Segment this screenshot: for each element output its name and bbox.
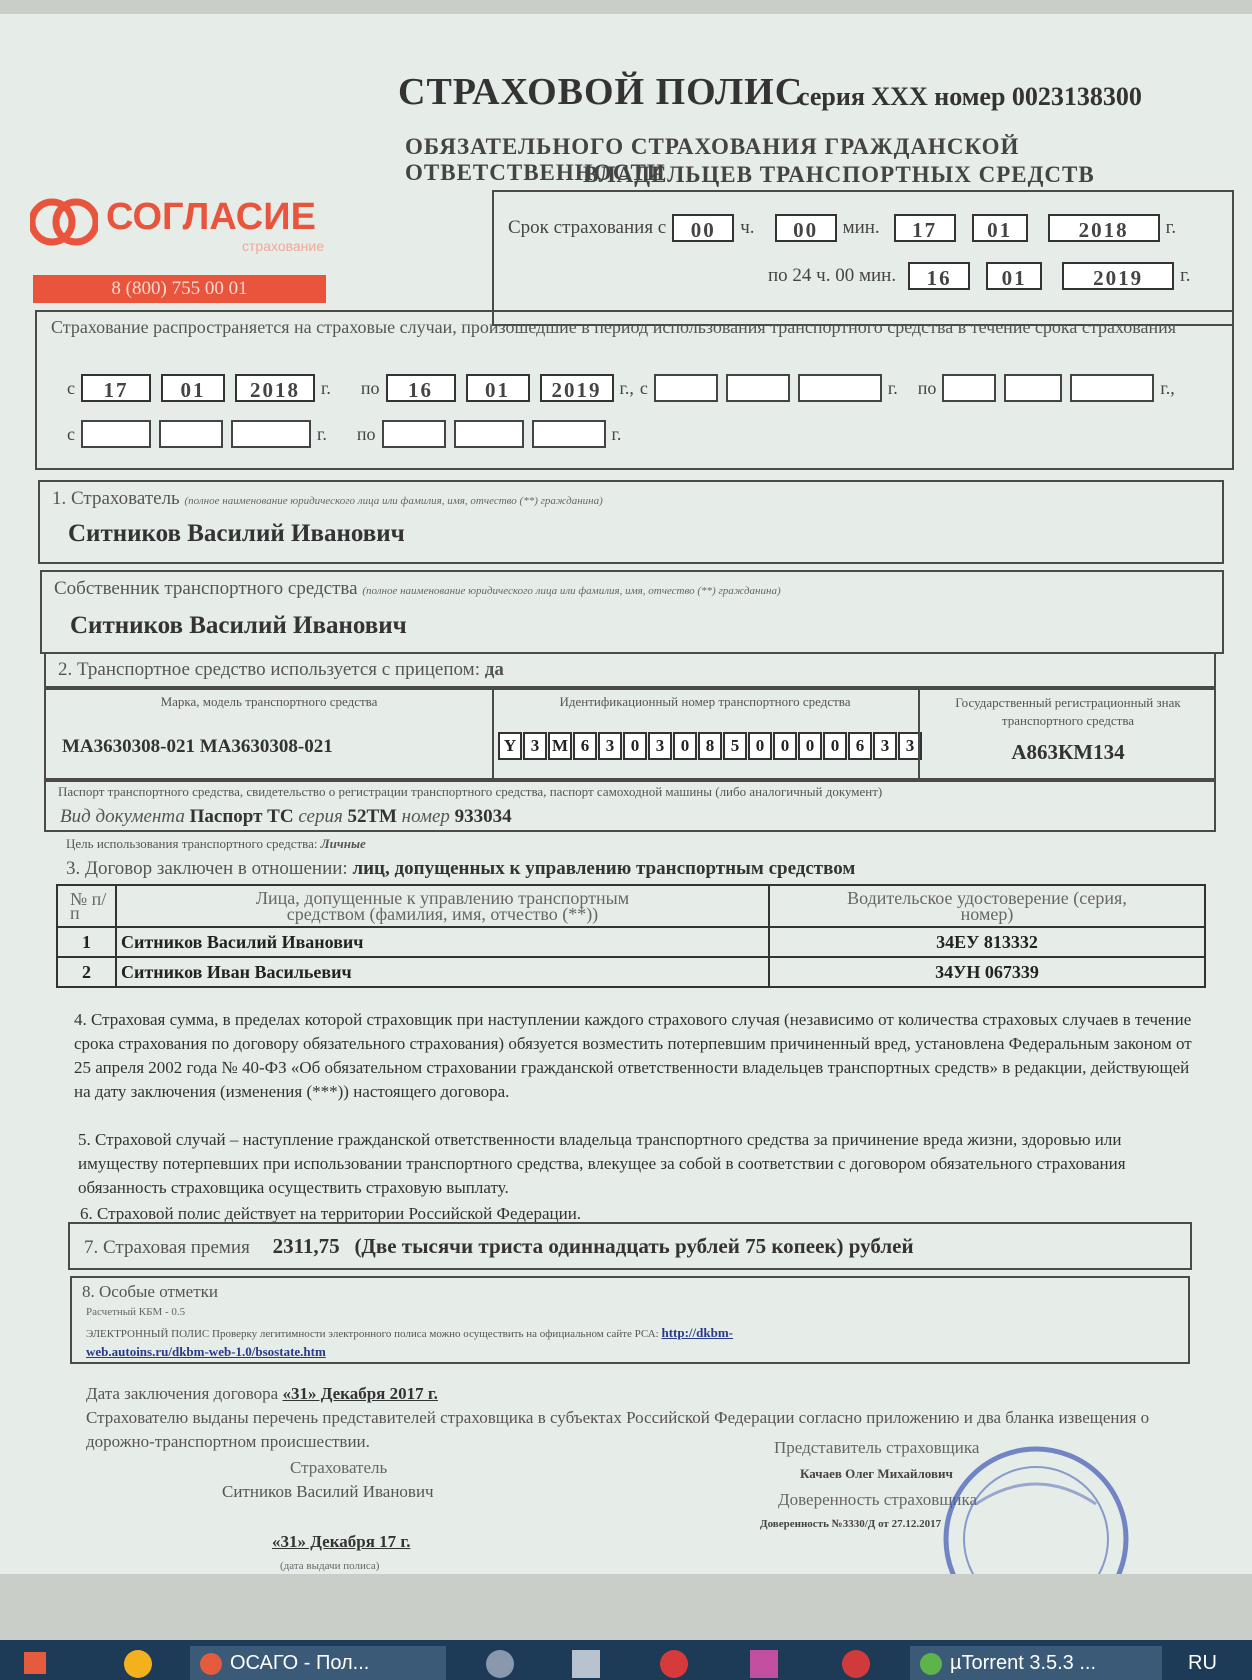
drivers-col-name: Лица, допущенные к управлению транспортным средством (фамилия, имя, отчество (**)) [116,885,769,927]
vin-label: Идентификационный номер транспортного средства [559,694,851,709]
driver-license: 34ЕУ 813332 [769,927,1205,957]
vin-char: 6 [848,732,872,760]
period-3-start-month [159,420,223,448]
subtitle-line-2: ВЛАДЕЛЬЦЕВ ТРАНСПОРТНЫХ СРЕДСТВ [583,162,1095,187]
passport-kind-label: Вид документа [60,806,185,827]
trailer-value: да [484,659,504,680]
owner-hint: (полное наименование юридического лица или фамилия, имя, отчество (**) гражданина) [362,585,781,597]
passport-number: 933034 [454,806,512,827]
driver-no: 2 [57,957,116,987]
passport-label: Паспорт транспортного средства, свидетельство о регистрации транспортного средства, паспорт самоходной машины (либо аналогичный документ) [58,784,883,799]
passport-kind: Паспорт ТС [189,806,294,827]
app-icon[interactable] [572,1650,600,1678]
period-1-start-month: 01 [161,374,225,402]
special-notes-box [70,1276,1190,1364]
app-icon[interactable] [660,1650,688,1678]
passport-number-label: номер [401,806,450,827]
term-to-label: по 24 ч. 00 мин. [768,265,897,286]
notes-label: 8. Особые отметки [82,1282,218,1301]
logo-sub: страхование [242,238,325,254]
plate-number: А863КМ134 [1011,740,1125,764]
period-year-suffix: г., [1160,377,1175,398]
premium-amount: 2311,75 [272,1234,340,1258]
insurance-term-box [492,190,1234,326]
period-3-end-year [532,420,606,448]
period-year-suffix: г. [317,423,327,444]
vin-char: 3 [523,732,547,760]
insurer-hint: (полное наименование юридического лица или фамилия, имя, отчество (**) гражданина) [184,495,603,507]
period-to-label: по [360,377,380,398]
owner-name: Ситников Василий Иванович [70,612,407,639]
language-indicator[interactable]: RU [1188,1652,1217,1674]
taskbar-item-browser-label: ОСАГО - Пол... [230,1652,370,1674]
term-hour-suffix: ч. [740,217,755,238]
term-start-year-suffix: г. [1165,217,1177,238]
vin-char: 6 [573,732,597,760]
vehicle-make-label: Марка, модель транспортного средства [160,694,378,709]
insurer-sign-date-hint: (дата выдачи полиса) [280,1560,380,1572]
period-to-label: по [356,423,376,444]
period-2-start-day [654,374,718,402]
vin-char: 3 [873,732,897,760]
contract-date-label: Дата заключения договора [86,1384,279,1403]
vin-char: 3 [598,732,622,760]
period-2-start-year [798,374,882,402]
insurer-sign-name: Ситников Василий Иванович [222,1482,434,1501]
rsa-link-part1[interactable]: http://dkbm- [661,1325,734,1340]
insurer-sign-date: «31» Декабря 17 г. [272,1532,411,1551]
poa-label: Доверенность страховщика [778,1490,978,1509]
period-2-end-day [942,374,996,402]
browser-tab-icon [200,1653,222,1675]
trailer-label: 2. Транспортное средство используется с прицепом: [58,659,480,680]
contract-date: «31» Декабря 2017 г. [282,1384,438,1403]
term-hour: 00 [672,214,734,242]
agent-name: Качаев Олег Михайлович [800,1466,953,1481]
company-logo [30,192,330,272]
drivers-col-no: № п/п [57,885,116,927]
premium-words: (Две тысячи триста одиннадцать рублей 75 копеек) рублей [354,1234,914,1258]
usage-period-text: Страхование распространяется на страховые случаи, произошедшие в период использования транспортного средства в течение срока страхования [51,317,1177,337]
agent-label: Представитель страховщика [774,1438,980,1457]
vin-char: M [548,732,572,760]
hotline-phone: 8 (800) 755 00 01 [33,275,326,303]
page-title: СТРАХОВОЙ ПОЛИС [398,71,804,113]
period-2-start-month [726,374,790,402]
term-end-year-suffix: г. [1180,265,1191,286]
representatives-note: Страхователю выданы перечень представителей страховщика в субъектах Российской Федерации согласно приложению и два бланка извещения о дорожно-транспортном происшествии. [86,1408,1150,1451]
period-year-suffix: г., [619,377,634,398]
taskbar-item-browser[interactable] [190,1646,446,1680]
vin-cells [498,732,923,760]
app-icon[interactable] [750,1650,778,1678]
period-from-label: с [639,377,648,398]
period-2-end-year [1070,374,1154,402]
passport-series: 52ТМ [347,806,397,827]
owner-label: Собственник транспортного средства [54,578,358,599]
drivers-col-license: Водительское удостоверение (серия, номер) [769,885,1205,927]
app-icon[interactable] [486,1650,514,1678]
period-year-suffix: г. [611,423,622,444]
insurer-name: Ситников Василий Иванович [68,520,405,547]
plate-label: Государственный регистрационный знак транспортного средства [955,695,1181,728]
period-from-label: с [67,423,75,444]
insurer-box [38,480,1224,564]
period-2-end-month [1004,374,1062,402]
vehicle-passport-box [44,780,1216,832]
insurer-sign-label: Страхователь [290,1458,388,1477]
period-1-end-month: 01 [466,374,530,402]
company-stamp-icon [936,1444,1136,1574]
period-3-start-year [231,420,311,448]
purpose-value: Личные [320,836,366,851]
purpose-label: Цель использования транспортного средства: [66,836,318,851]
period-3-end-month [454,420,524,448]
period-year-suffix: г. [887,377,898,398]
clause-5: 5. Страховой случай – наступление гражданской ответственности владельца транспортного средства за причинение вреда жизни, здоровью или имуществу потерпевших при использовании транспортного средства, влекущее за собой в соответствии с договором обязательного страхования обязанность страховщика осуществить страховую выплату. [78,1130,1126,1197]
period-year-suffix: г. [321,377,331,398]
term-start-month: 01 [972,214,1028,242]
policy-series-number: серия ХХХ номер 0023138300 [798,82,1142,111]
term-minute: 00 [775,214,837,242]
term-from-label: Срок страхования с [508,217,667,238]
owner-box [40,570,1224,654]
contract-label: 3. Договор заключен в отношении: [66,858,348,879]
period-1-start-day: 17 [81,374,151,402]
subtitle-line-1: ОБЯЗАТЕЛЬНОГО СТРАХОВАНИЯ ГРАЖДАНСКОЙ ОТВЕТСТВЕННОСТИ [405,134,1020,185]
vehicle-box [44,688,1216,780]
utorrent-icon [920,1653,942,1675]
driver-name: Ситников Иван Васильевич [116,957,769,987]
driver-name: Ситников Василий Иванович [116,927,769,957]
period-1-end-day: 16 [386,374,456,402]
logo-mark-icon [30,194,98,250]
contract-value: лиц, допущенных к управлению транспортным средством [352,858,856,879]
vin-char: 0 [673,732,697,760]
taskbar-item-utorrent[interactable] [910,1646,1162,1680]
start-button[interactable] [24,1652,46,1674]
period-3-end-day [382,420,446,448]
period-to-label: по [917,377,937,398]
period-1-start-year: 2018 [235,374,315,402]
term-minute-suffix: мин. [842,217,880,238]
term-start-year: 2018 [1048,214,1160,242]
term-end-month: 01 [986,262,1042,290]
vin-char: 0 [623,732,647,760]
premium-label: 7. Страховая премия [84,1237,250,1258]
vin-char: 0 [748,732,772,760]
notes-kbm: Расчетный КБМ - 0.5 [86,1306,186,1318]
taskbar-item-utorrent-label: µTorrent 3.5.3 ... [950,1652,1097,1674]
notes-epolicy: ЭЛЕКТРОННЫЙ ПОЛИС Проверку легитимности электронного полиса можно осуществить на официальном сайте РСА: [86,1328,659,1340]
app-icon[interactable] [842,1650,870,1678]
clause-4: 4. Страховая сумма, в пределах которой страховщик при наступлении каждого страхового случая (независимо от количества страховых случаев в течение срока страхования по договору обязательного страхования) обязуется возместить потерпевшим причиненный вред, установлена Федеральным законом от 25 апреля 2002 года № 40-ФЗ «Об обязательном страховании гражданской ответственности владельцев транспортных средств» в редакции, действующей на дату заключения (изменения (***)) настоящего договора. [74,1010,1192,1101]
period-3-start-day [81,420,151,448]
insurer-label: 1. Страхователь [52,488,180,509]
rsa-link-part2[interactable]: web.autoins.ru/dkbm-web-1.0/bsostate.htm [86,1344,326,1359]
vin-char: 8 [698,732,722,760]
vin-char: Y [498,732,522,760]
vin-char: 3 [898,732,922,760]
premium-box [68,1222,1192,1270]
trailer-box [44,652,1216,688]
vin-char: 0 [823,732,847,760]
policy-page [0,14,1252,1574]
poa-number: Доверенность №3330/Д от 27.12.2017 [760,1518,942,1530]
vin-char: 5 [723,732,747,760]
table-row [57,927,1205,957]
clause-6: 6. Страховой полис действует на территории Российской Федерации. [80,1204,582,1223]
driver-license: 34УН 067339 [769,957,1205,987]
vin-char: 3 [648,732,672,760]
term-start-day: 17 [894,214,956,242]
usage-period-box [35,310,1234,470]
term-end-day: 16 [908,262,970,290]
table-row [57,957,1205,987]
period-1-end-year: 2019 [540,374,614,402]
drivers-table [56,884,1206,988]
logo-name: СОГЛАСИЕ [106,196,316,238]
term-end-year: 2019 [1062,262,1174,290]
vin-char: 0 [773,732,797,760]
vehicle-make: МА3630308-021 МА3630308-021 [62,736,333,757]
period-from-label: с [67,377,75,398]
driver-no: 1 [57,927,116,957]
app-icon[interactable] [124,1650,152,1678]
windows-taskbar [0,1640,1252,1680]
vin-char: 0 [798,732,822,760]
passport-series-label: серия [298,806,343,827]
